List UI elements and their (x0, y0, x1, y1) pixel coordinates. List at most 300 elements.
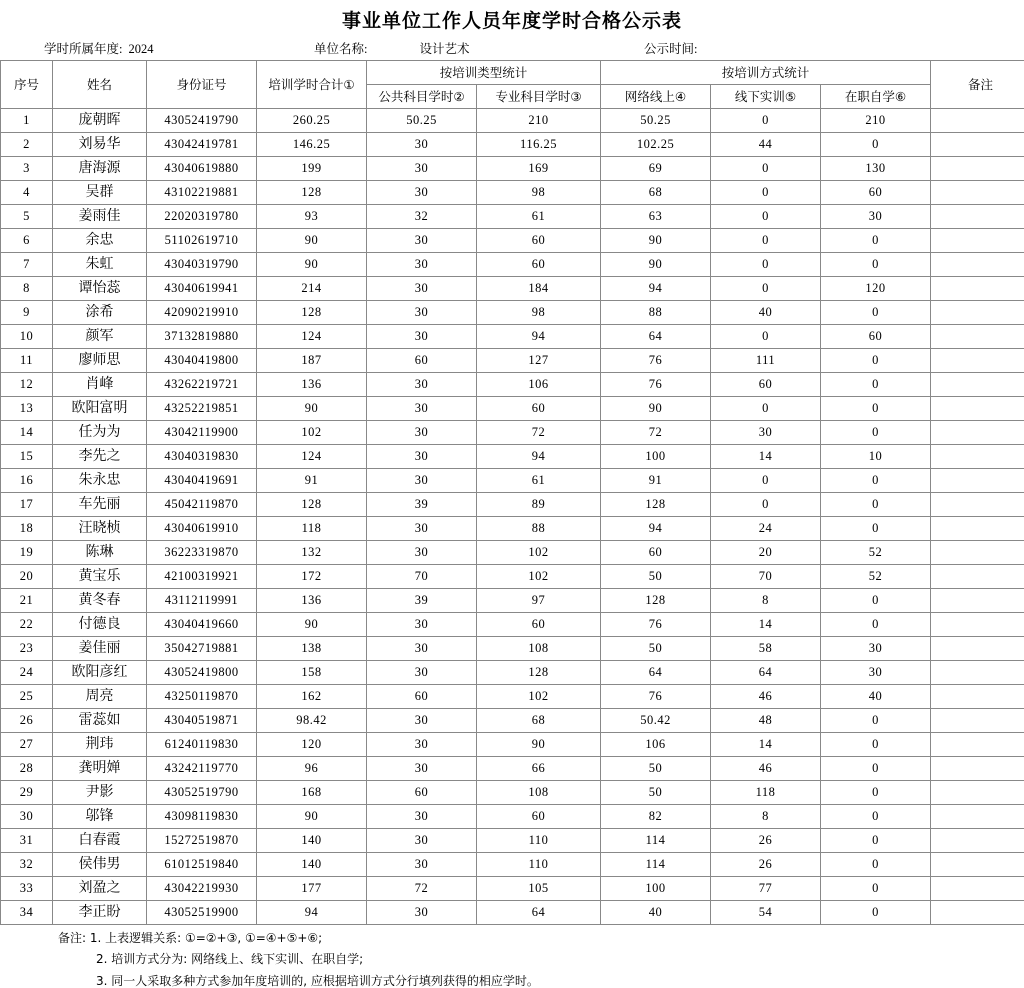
cell-seq: 27 (1, 733, 53, 757)
cell-online: 76 (601, 613, 711, 637)
cell-public: 60 (367, 781, 477, 805)
cell-name-text: 唐海源 (53, 157, 147, 181)
cell-public: 30 (367, 157, 477, 181)
cell-total: 96 (257, 757, 367, 781)
meta-year-value: 2024 (128, 42, 153, 57)
table-row (1, 517, 1024, 541)
cell-seq: 6 (1, 229, 53, 253)
table-row (1, 445, 1024, 469)
cell-total: 132 (257, 541, 367, 565)
cell-id: 42090219910 (147, 301, 257, 325)
cell-online: 50 (601, 781, 711, 805)
cell-public: 30 (367, 805, 477, 829)
cell-online: 90 (601, 397, 711, 421)
cell-online: 76 (601, 685, 711, 709)
cell-seq: 28 (1, 757, 53, 781)
cell-public: 70 (367, 565, 477, 589)
cell-offline: 48 (711, 709, 821, 733)
cell-seq: 14 (1, 421, 53, 445)
cell-offline: 14 (711, 445, 821, 469)
cell-offline: 60 (711, 373, 821, 397)
cell-name-text: 余忠 (53, 229, 147, 253)
cell-self: 0 (821, 133, 931, 157)
cell-professional: 94 (477, 445, 601, 469)
cell-self: 10 (821, 445, 931, 469)
cell-seq: 15 (1, 445, 53, 469)
cell-seq: 24 (1, 661, 53, 685)
cell-public: 30 (367, 469, 477, 493)
cell-self: 0 (821, 373, 931, 397)
cell-remark (931, 373, 1024, 397)
cell-seq: 7 (1, 253, 53, 277)
cell-offline: 70 (711, 565, 821, 589)
cell-name-text: 李正盼 (53, 901, 147, 925)
cell-name-text: 廖师思 (53, 349, 147, 373)
table-row (1, 277, 1024, 301)
cell-id: 61012519840 (147, 853, 257, 877)
cell-total: 177 (257, 877, 367, 901)
col-header-remark: 备注 (931, 61, 1024, 109)
cell-offline: 0 (711, 181, 821, 205)
cell-id: 43042219930 (147, 877, 257, 901)
group-header-method-stat: 按培训方式统计 (601, 61, 931, 85)
cell-public: 30 (367, 373, 477, 397)
cell-total: 94 (257, 901, 367, 925)
table-row (1, 637, 1024, 661)
cell-total: 168 (257, 781, 367, 805)
cell-name-text: 雷蕊如 (53, 709, 147, 733)
cell-total: 120 (257, 733, 367, 757)
cell-id: 43042419781 (147, 133, 257, 157)
cell-id: 43098119830 (147, 805, 257, 829)
cell-professional: 106 (477, 373, 601, 397)
cell-total: 158 (257, 661, 367, 685)
cell-self: 0 (821, 589, 931, 613)
cell-self: 120 (821, 277, 931, 301)
cell-name-text: 陈琳 (53, 541, 147, 565)
meta-unit (314, 39, 644, 57)
cell-seq: 30 (1, 805, 53, 829)
table-row (1, 157, 1024, 181)
cell-professional: 102 (477, 685, 601, 709)
cell-remark (931, 709, 1024, 733)
cell-total: 98.42 (257, 709, 367, 733)
cell-id: 43040319790 (147, 253, 257, 277)
cell-online: 64 (601, 325, 711, 349)
cell-name-text: 白春霞 (53, 829, 147, 853)
table-row (1, 853, 1024, 877)
cell-id: 43040419800 (147, 349, 257, 373)
cell-professional: 88 (477, 517, 601, 541)
cell-name-text: 吴群 (53, 181, 147, 205)
cell-seq: 18 (1, 517, 53, 541)
cell-id: 45042119870 (147, 493, 257, 517)
cell-professional: 110 (477, 829, 601, 853)
table-row (1, 109, 1024, 133)
cell-remark (931, 733, 1024, 757)
cell-offline: 0 (711, 229, 821, 253)
cell-professional: 68 (477, 709, 601, 733)
cell-self: 60 (821, 181, 931, 205)
cell-online: 76 (601, 349, 711, 373)
col-header-id: 身份证号 (147, 61, 257, 109)
cell-name-text: 涂希 (53, 301, 147, 325)
cell-remark (931, 397, 1024, 421)
cell-offline: 0 (711, 397, 821, 421)
cell-offline: 46 (711, 685, 821, 709)
cell-seq: 25 (1, 685, 53, 709)
cell-remark (931, 493, 1024, 517)
cell-self: 60 (821, 325, 931, 349)
cell-remark (931, 781, 1024, 805)
cell-total: 260.25 (257, 109, 367, 133)
cell-self: 0 (821, 853, 931, 877)
cell-id: 22020319780 (147, 205, 257, 229)
cell-total: 214 (257, 277, 367, 301)
cell-remark (931, 445, 1024, 469)
cell-name-text: 朱永忠 (53, 469, 147, 493)
cell-id: 43102219881 (147, 181, 257, 205)
cell-self: 0 (821, 229, 931, 253)
cell-total: 93 (257, 205, 367, 229)
cell-online: 88 (601, 301, 711, 325)
cell-name-text: 姜雨佳 (53, 205, 147, 229)
cell-self: 0 (821, 613, 931, 637)
cell-name-text: 汪晓桢 (53, 517, 147, 541)
cell-professional: 127 (477, 349, 601, 373)
cell-total: 199 (257, 157, 367, 181)
cell-online: 82 (601, 805, 711, 829)
cell-offline: 0 (711, 493, 821, 517)
cell-offline: 54 (711, 901, 821, 925)
cell-online: 64 (601, 661, 711, 685)
cell-self: 0 (821, 493, 931, 517)
cell-public: 60 (367, 349, 477, 373)
table-row (1, 589, 1024, 613)
cell-name-text: 黄宝乐 (53, 565, 147, 589)
cell-seq: 20 (1, 565, 53, 589)
cell-id: 36223319870 (147, 541, 257, 565)
cell-remark (931, 277, 1024, 301)
cell-online: 50 (601, 565, 711, 589)
table-row (1, 373, 1024, 397)
cell-seq: 33 (1, 877, 53, 901)
cell-public: 30 (367, 253, 477, 277)
cell-offline: 58 (711, 637, 821, 661)
table-row (1, 805, 1024, 829)
cell-public: 30 (367, 445, 477, 469)
meta-unit-label: 单位名称: (314, 39, 367, 57)
cell-seq: 31 (1, 829, 53, 853)
cell-online: 102.25 (601, 133, 711, 157)
cell-id: 43040419660 (147, 613, 257, 637)
meta-time-label: 公示时间: (644, 39, 697, 57)
footnote-1: 备注: 1. 上表逻辑关系: ①=②+③, ①=④+⑤+⑥; (30, 931, 994, 945)
cell-online: 72 (601, 421, 711, 445)
cell-public: 30 (367, 301, 477, 325)
cell-offline: 40 (711, 301, 821, 325)
table-row (1, 493, 1024, 517)
cell-remark (931, 349, 1024, 373)
cell-id: 15272519870 (147, 829, 257, 853)
cell-offline: 0 (711, 157, 821, 181)
cell-seq: 8 (1, 277, 53, 301)
cell-remark (931, 133, 1024, 157)
cell-professional: 72 (477, 421, 601, 445)
table-head (1, 61, 1024, 109)
cell-professional: 210 (477, 109, 601, 133)
cell-total: 90 (257, 805, 367, 829)
cell-offline: 14 (711, 733, 821, 757)
cell-remark (931, 253, 1024, 277)
cell-offline: 0 (711, 109, 821, 133)
cell-professional: 98 (477, 301, 601, 325)
cell-name-text: 姜佳丽 (53, 637, 147, 661)
cell-remark (931, 541, 1024, 565)
cell-seq: 10 (1, 325, 53, 349)
table-row (1, 733, 1024, 757)
cell-total: 128 (257, 493, 367, 517)
table-row (1, 397, 1024, 421)
meta-row (30, 39, 994, 57)
cell-self: 0 (821, 757, 931, 781)
cell-total: 90 (257, 397, 367, 421)
cell-public: 30 (367, 181, 477, 205)
table-row (1, 469, 1024, 493)
cell-offline: 30 (711, 421, 821, 445)
table-row (1, 757, 1024, 781)
cell-public: 30 (367, 637, 477, 661)
cell-total: 102 (257, 421, 367, 445)
cell-seq: 4 (1, 181, 53, 205)
cell-id: 42100319921 (147, 565, 257, 589)
cell-id: 61240119830 (147, 733, 257, 757)
cell-id: 43052419790 (147, 109, 257, 133)
cell-online: 69 (601, 157, 711, 181)
cell-id: 43042119900 (147, 421, 257, 445)
col-header-public: 公共科目学时② (367, 85, 477, 109)
cell-remark (931, 757, 1024, 781)
cell-seq: 5 (1, 205, 53, 229)
cell-self: 52 (821, 541, 931, 565)
cell-self: 0 (821, 709, 931, 733)
cell-seq: 17 (1, 493, 53, 517)
cell-public: 30 (367, 613, 477, 637)
cell-name-text: 车先丽 (53, 493, 147, 517)
col-header-self: 在职自学⑥ (821, 85, 931, 109)
cell-self: 0 (821, 901, 931, 925)
cell-id: 43252219851 (147, 397, 257, 421)
table-row (1, 901, 1024, 925)
cell-offline: 0 (711, 469, 821, 493)
table-row (1, 709, 1024, 733)
cell-self: 210 (821, 109, 931, 133)
cell-self: 0 (821, 349, 931, 373)
cell-self: 30 (821, 637, 931, 661)
cell-name-text: 荆玮 (53, 733, 147, 757)
cell-id: 43250119870 (147, 685, 257, 709)
cell-self: 0 (821, 397, 931, 421)
cell-self: 0 (821, 877, 931, 901)
cell-total: 136 (257, 589, 367, 613)
cell-public: 72 (367, 877, 477, 901)
cell-name-text: 任为为 (53, 421, 147, 445)
cell-remark (931, 829, 1024, 853)
cell-remark (931, 229, 1024, 253)
cell-total: 140 (257, 829, 367, 853)
cell-online: 128 (601, 589, 711, 613)
cell-remark (931, 589, 1024, 613)
cell-id: 43052519900 (147, 901, 257, 925)
cell-seq: 12 (1, 373, 53, 397)
table-row (1, 301, 1024, 325)
table-row (1, 349, 1024, 373)
cell-remark (931, 157, 1024, 181)
cell-remark (931, 109, 1024, 133)
cell-remark (931, 565, 1024, 589)
cell-public: 30 (367, 133, 477, 157)
cell-professional: 60 (477, 229, 601, 253)
table-body (1, 109, 1024, 925)
table-row (1, 661, 1024, 685)
col-header-offline: 线下实训⑤ (711, 85, 821, 109)
cell-self: 130 (821, 157, 931, 181)
cell-self: 0 (821, 421, 931, 445)
cell-professional: 60 (477, 253, 601, 277)
cell-offline: 8 (711, 805, 821, 829)
table-row (1, 325, 1024, 349)
footnote-2: 2. 培训方式分为: 网络线上、线下实训、在职自学; (30, 952, 994, 966)
cell-name-text: 颜军 (53, 325, 147, 349)
cell-total: 162 (257, 685, 367, 709)
table-row (1, 781, 1024, 805)
cell-offline: 118 (711, 781, 821, 805)
cell-public: 30 (367, 421, 477, 445)
cell-seq: 32 (1, 853, 53, 877)
cell-offline: 46 (711, 757, 821, 781)
cell-online: 63 (601, 205, 711, 229)
cell-remark (931, 325, 1024, 349)
cell-name-text: 周亮 (53, 685, 147, 709)
cell-self: 0 (821, 469, 931, 493)
cell-public: 30 (367, 757, 477, 781)
cell-offline: 0 (711, 277, 821, 301)
cell-professional: 89 (477, 493, 601, 517)
cell-id: 37132819880 (147, 325, 257, 349)
cell-id: 43052419800 (147, 661, 257, 685)
table-row (1, 565, 1024, 589)
public-notice-page (0, 6, 1024, 952)
cell-professional: 61 (477, 205, 601, 229)
cell-total: 118 (257, 517, 367, 541)
cell-public: 30 (367, 229, 477, 253)
cell-remark (931, 853, 1024, 877)
cell-remark (931, 517, 1024, 541)
cell-total: 90 (257, 229, 367, 253)
cell-id: 43040619910 (147, 517, 257, 541)
col-header-total: 培训学时合计① (257, 61, 367, 109)
cell-offline: 24 (711, 517, 821, 541)
cell-seq: 34 (1, 901, 53, 925)
cell-professional: 64 (477, 901, 601, 925)
cell-total: 172 (257, 565, 367, 589)
cell-online: 40 (601, 901, 711, 925)
table-row (1, 181, 1024, 205)
cell-online: 90 (601, 229, 711, 253)
cell-online: 94 (601, 517, 711, 541)
meta-year-label: 学时所属年度: (44, 39, 122, 57)
cell-offline: 0 (711, 253, 821, 277)
cell-professional: 184 (477, 277, 601, 301)
table-row (1, 877, 1024, 901)
cell-total: 124 (257, 325, 367, 349)
table-row (1, 133, 1024, 157)
cell-seq: 29 (1, 781, 53, 805)
cell-self: 0 (821, 253, 931, 277)
cell-total: 90 (257, 253, 367, 277)
group-header-type-stat: 按培训类型统计 (367, 61, 601, 85)
cell-id: 43040619941 (147, 277, 257, 301)
cell-seq: 3 (1, 157, 53, 181)
cell-professional: 108 (477, 781, 601, 805)
col-header-professional: 专业科目学时③ (477, 85, 601, 109)
table-row (1, 541, 1024, 565)
cell-online: 100 (601, 445, 711, 469)
cell-name-text: 尹影 (53, 781, 147, 805)
cell-professional: 60 (477, 805, 601, 829)
cell-public: 39 (367, 493, 477, 517)
cell-online: 90 (601, 253, 711, 277)
cell-professional: 90 (477, 733, 601, 757)
cell-online: 50 (601, 637, 711, 661)
cell-offline: 26 (711, 853, 821, 877)
cell-professional: 97 (477, 589, 601, 613)
cell-id: 35042719881 (147, 637, 257, 661)
cell-professional: 108 (477, 637, 601, 661)
cell-remark (931, 205, 1024, 229)
cell-professional: 98 (477, 181, 601, 205)
footnote-3: 3. 同一人采取多种方式参加年度培训的, 应根据培训方式分行填列获得的相应学时。 (30, 974, 994, 988)
cell-total: 146.25 (257, 133, 367, 157)
cell-public: 39 (367, 589, 477, 613)
table-row (1, 229, 1024, 253)
cell-professional: 105 (477, 877, 601, 901)
cell-online: 114 (601, 853, 711, 877)
cell-public: 30 (367, 709, 477, 733)
cell-remark (931, 685, 1024, 709)
cell-online: 114 (601, 829, 711, 853)
cell-name-text: 欧阳富明 (53, 397, 147, 421)
cell-seq: 11 (1, 349, 53, 373)
cell-id: 43052519790 (147, 781, 257, 805)
cell-id: 43040619880 (147, 157, 257, 181)
cell-self: 0 (821, 301, 931, 325)
cell-public: 30 (367, 853, 477, 877)
cell-total: 187 (257, 349, 367, 373)
cell-total: 136 (257, 373, 367, 397)
cell-public: 30 (367, 397, 477, 421)
cell-name-text: 欧阳彦红 (53, 661, 147, 685)
cell-professional: 66 (477, 757, 601, 781)
table-row (1, 253, 1024, 277)
cell-remark (931, 877, 1024, 901)
cell-self: 30 (821, 661, 931, 685)
cell-self: 0 (821, 517, 931, 541)
header-group-row (1, 61, 1024, 85)
cell-name-text: 李先之 (53, 445, 147, 469)
cell-public: 30 (367, 325, 477, 349)
cell-total: 138 (257, 637, 367, 661)
